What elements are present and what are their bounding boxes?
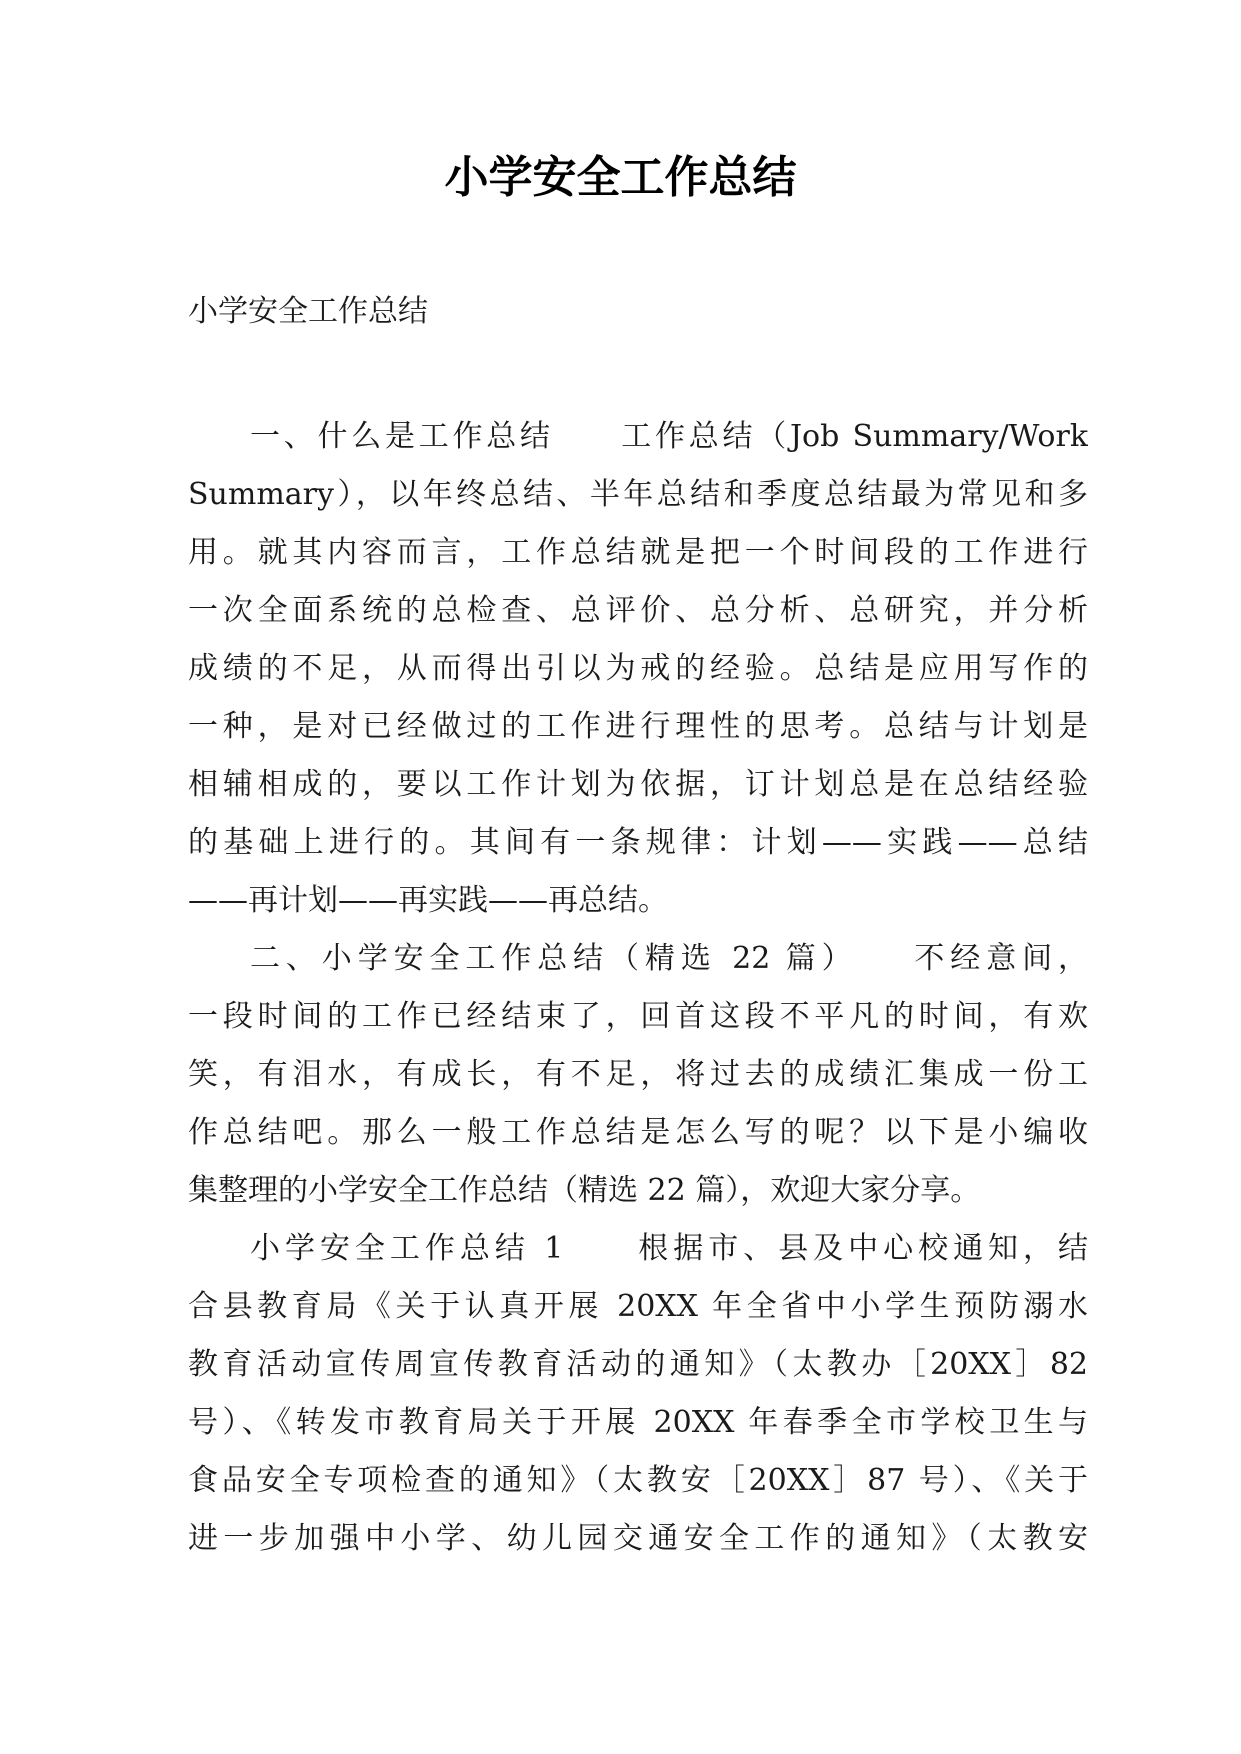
body-line: 进一步加强中小学、幼儿园交通安全工作的通知》（太教安 [188, 1521, 1088, 1556]
body-line: 小学安全工作总结 1 根据市、县及中心校通知，结 [250, 1231, 1088, 1266]
body-line: 教育活动宣传周宣传教育活动的通知》（太教办［20XX］82 [188, 1347, 1088, 1382]
body-line: Summary），以年终总结、半年总结和季度总结最为常见和多 [188, 477, 1088, 512]
document-body [188, 408, 1088, 1568]
body-line: 作总结吧。那么一般工作总结是怎么写的呢？以下是小编收 [188, 1115, 1088, 1150]
body-line: 用。就其内容而言，工作总结就是把一个时间段的工作进行 [188, 535, 1088, 570]
body-line: 号）、《转发市教育局关于开展 20XX 年春季全市学校卫生与 [188, 1405, 1088, 1440]
body-line: 笑，有泪水，有成长，有不足，将过去的成绩汇集成一份工 [188, 1057, 1088, 1092]
body-line: 成绩的不足，从而得出引以为戒的经验。总结是应用写作的 [188, 651, 1088, 686]
body-line: 的基础上进行的。其间有一条规律：计划——实践——总结 [188, 825, 1088, 860]
body-line: 一、什么是工作总结 工作总结（Job Summary/Work [250, 419, 1088, 454]
body-line: 二、小学安全工作总结（精选 22 篇） 不经意间， [250, 941, 1088, 976]
document-title: 小学安全工作总结 [444, 152, 797, 203]
body-line: 相辅相成的，要以工作计划为依据，订计划总是在总结经验 [188, 767, 1088, 802]
body-line: 集整理的小学安全工作总结（精选 22 篇），欢迎大家分享。 [188, 1173, 981, 1208]
body-line: 合县教育局《关于认真开展 20XX 年全省中小学生预防溺水 [188, 1289, 1088, 1324]
body-line: 一种，是对已经做过的工作进行理性的思考。总结与计划是 [188, 709, 1088, 744]
body-line: ——再计划——再实践——再总结。 [188, 883, 668, 918]
body-line: 一段时间的工作已经结束了，回首这段不平凡的时间，有欢 [188, 999, 1088, 1034]
document-subtitle: 小学安全工作总结 [188, 294, 428, 329]
body-line: 食品安全专项检查的通知》（太教安［20XX］87 号）、《关于 [188, 1463, 1088, 1498]
body-line: 一次全面系统的总检查、总评价、总分析、总研究，并分析 [188, 593, 1088, 628]
